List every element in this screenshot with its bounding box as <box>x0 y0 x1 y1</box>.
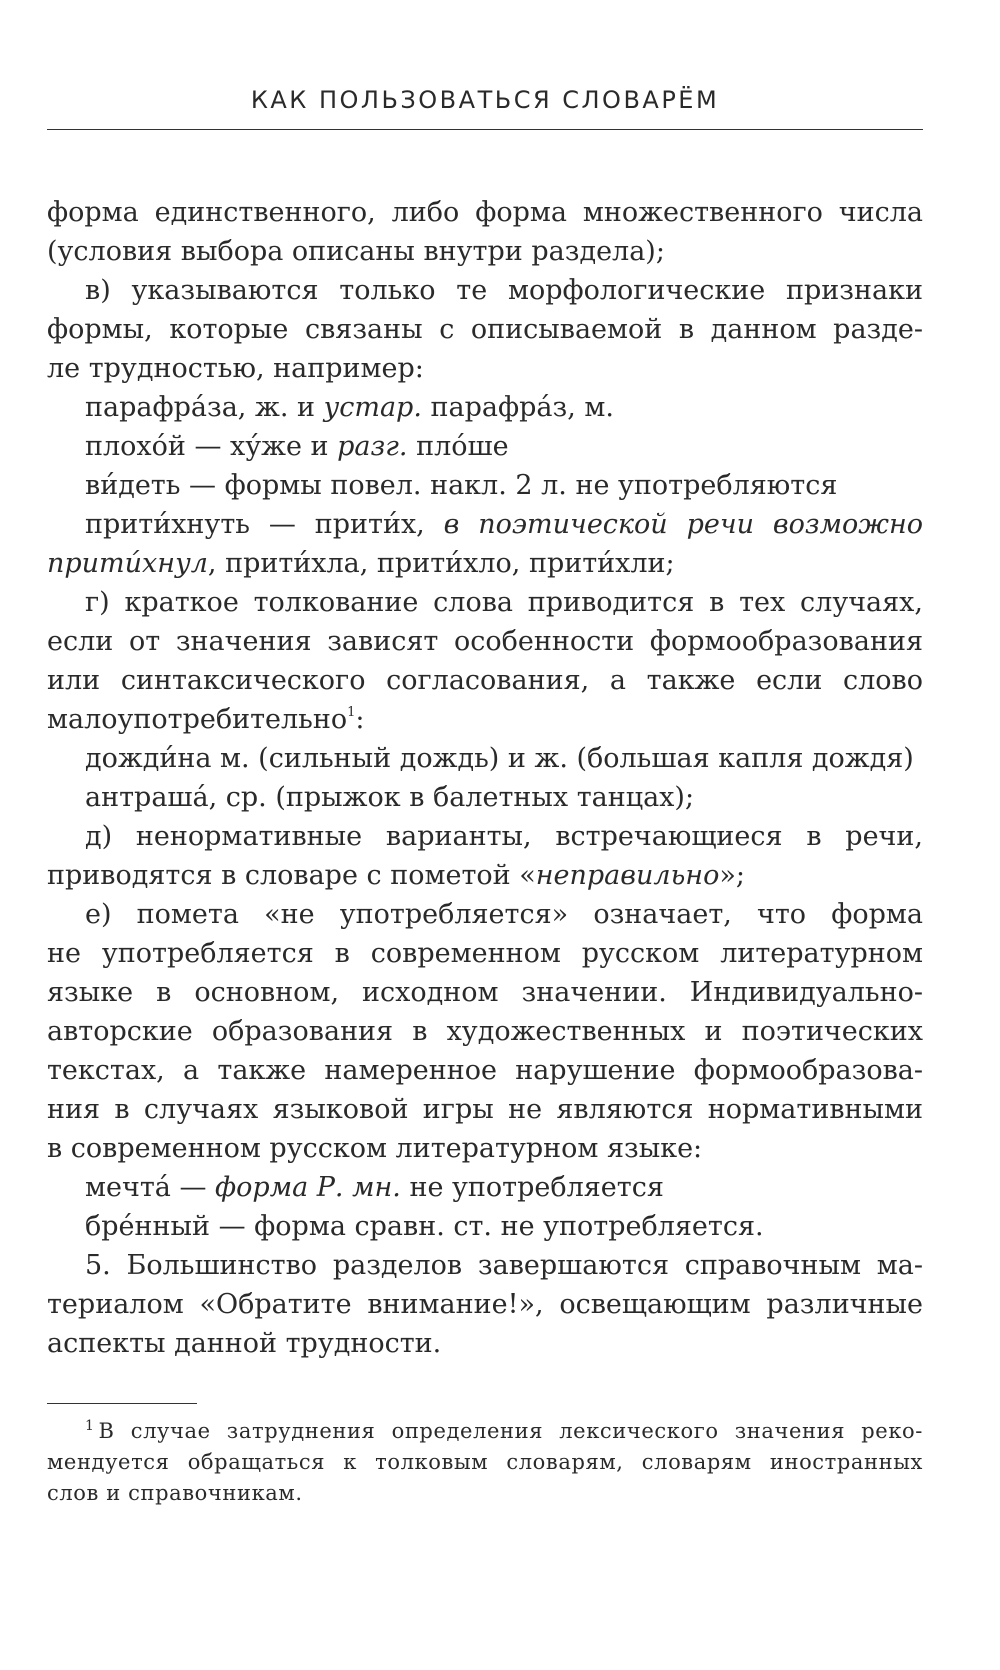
text-line: приводятся в словаре с пометой «неправильно»; <box>47 860 745 891</box>
running-header: КАК ПОЛЬЗОВАТЬСЯ СЛОВАРЁМ <box>250 86 720 114</box>
main-text <box>47 193 923 1363</box>
example-line: плохо́й — ху́же и разг. пло́ше <box>85 431 509 462</box>
text-line: 5. Большинство разделов завершаются справочным ма- <box>85 1250 923 1281</box>
text-line: аспекты данной трудности. <box>47 1328 442 1359</box>
text-line: д) ненормативные варианты, встречающиеся в речи, <box>85 821 923 852</box>
text-line: авторские образования в художественных и поэтических <box>47 1016 923 1047</box>
footnote-line: слов и справочникам. <box>47 1481 303 1505</box>
example-line: прити́хнуть — прити́х, в поэтической речи возможно <box>85 509 923 540</box>
example-line: дожди́на м. (сильный дождь) и ж. (большая капля дождя) <box>85 743 914 774</box>
text-line: териалом «Обратите внимание!», освещающим различные <box>47 1289 923 1320</box>
example-line: мечта́ — форма Р. мн. не употребляется <box>85 1172 664 1203</box>
footnote <box>47 1416 923 1509</box>
example-line: парафра́за, ж. и устар. парафра́з, м. <box>85 392 614 423</box>
footnote-line: $^1$ В случае затруднения определения лексического значения реко- <box>85 1418 923 1443</box>
text-line: в современном русском литературном языке: <box>47 1133 703 1164</box>
footnote-marker: 1 <box>85 1418 95 1434</box>
text-line: текстах, а также намеренное нарушение формообразова- <box>47 1055 923 1086</box>
example-line: бре́нный — форма сравн. ст. не употребляется. <box>85 1211 764 1242</box>
example-line: антраша́, ср. (прыжок в балетных танцах); <box>85 782 695 813</box>
text-line: малоупотребительно$^1$: <box>47 704 365 735</box>
example-line: прити́хнул, прити́хла, прити́хло, прити́хли; <box>47 548 675 579</box>
footnote-divider <box>47 1403 197 1404</box>
text-line: форма единственного, либо форма множественного числа <box>47 197 923 228</box>
text-line: е) помета «не употребляется» означает, что форма <box>85 899 923 930</box>
text-line: ния в случаях языковой игры не являются нормативными <box>47 1094 923 1125</box>
text-line: если от значения зависят особенности формообразования <box>47 626 923 657</box>
text-line: не употребляется в современном русском литературном <box>47 938 923 969</box>
text-line: ле трудностью, например: <box>47 353 424 384</box>
example-line: ви́деть — формы повел. накл. 2 л. не употребляются <box>85 470 838 501</box>
text-line: в) указываются только те морфологические признаки <box>85 275 923 306</box>
text-line: формы, которые связаны с описываемой в данном разде- <box>47 314 923 345</box>
text-line: (условия выбора описаны внутри раздела); <box>47 236 665 267</box>
text-line: г) краткое толкование слова приводится в тех случаях, <box>85 587 923 618</box>
footnote-line: мендуется обращаться к толковым словарям, словарям иностранных <box>47 1450 923 1474</box>
text-line: или синтаксического согласования, а также если слово <box>47 665 923 696</box>
text-line: языке в основном, исходном значении. Индивидуально- <box>47 977 923 1008</box>
footnote-reference: 1 <box>347 705 356 720</box>
header-divider <box>47 129 923 130</box>
